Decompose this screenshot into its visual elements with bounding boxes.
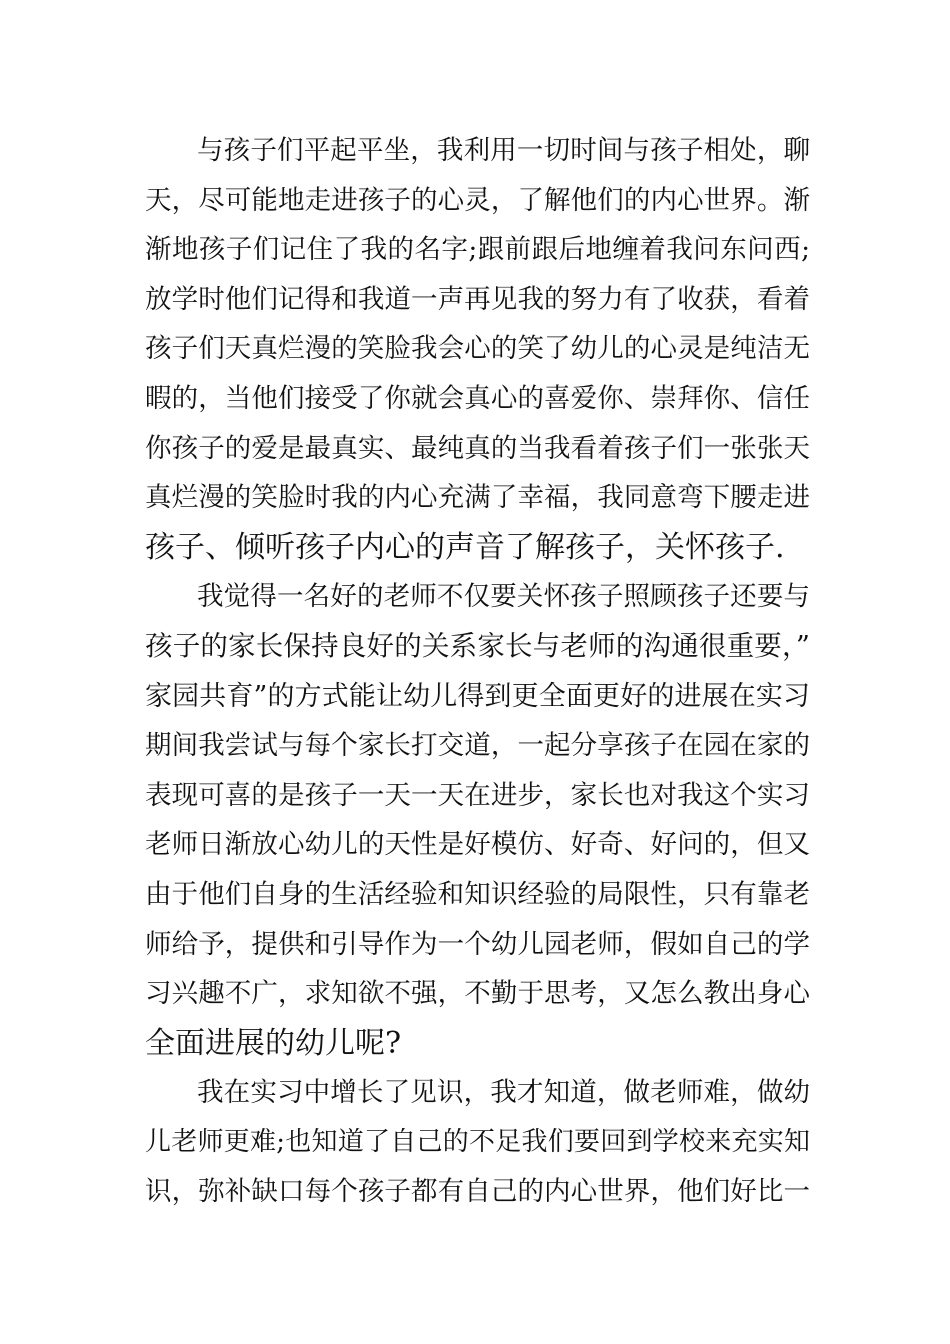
text-line: 与孩子们平起平坐，我利用一切时间与孩子相处，聊 <box>197 135 810 166</box>
text-line: 你孩子的爱是最真实、最纯真的当我看着孩子们一张张天 <box>145 432 810 464</box>
text-line: 老师日渐放心幼儿的天性是好模仿、好奇、好问的，但又 <box>145 829 810 861</box>
text-line: 孩子、倾听孩子内心的声音了解孩子，关怀孩子. <box>145 529 785 565</box>
text-line: 儿老师更难;也知道了自己的不足我们要回到学校来充实知 <box>145 1126 810 1157</box>
text-line: 由于他们自身的生活经验和知识经验的局限性，只有靠老 <box>145 878 810 910</box>
text-line: 暇的，当他们接受了你就会真心的喜爱你、崇拜你、信任 <box>145 382 810 414</box>
text-line: 放学时他们记得和我道一声再见我的努力有了收获，看着 <box>145 283 810 315</box>
text-line: 期间我尝试与每个家长打交道，一起分享孩子在园在家的 <box>145 730 810 762</box>
text-line: 真烂漫的笑脸时我的内心充满了幸福，我同意弯下腰走进 <box>145 482 810 514</box>
text-line: 家园共育”的方式能让幼儿得到更全面更好的进展在实习 <box>145 680 810 712</box>
text-line: 天，尽可能地走进孩子的心灵，了解他们的内心世界。渐 <box>145 184 810 216</box>
text-line: 全面进展的幼儿呢? <box>145 1025 402 1061</box>
body-text <box>145 126 810 1217</box>
text-line: 表现可喜的是孩子一天一天在进步，家长也对我这个实习 <box>145 779 810 811</box>
text-line: 渐地孩子们记住了我的名字;跟前跟后地缠着我问东问西; <box>145 234 810 266</box>
text-line: 我觉得一名好的老师不仅要关怀孩子照顾孩子还要与 <box>197 581 810 613</box>
text-line: 我在实习中增长了见识，我才知道，做老师难，做幼 <box>197 1077 810 1109</box>
text-line: 习兴趣不广，求知欲不强，不勤于思考，又怎么教出身心 <box>145 978 810 1010</box>
text-line: 孩子的家长保持良好的关系家长与老师的沟通很重要，” <box>145 629 810 662</box>
text-line: 孩子们天真烂漫的笑脸我会心的笑了幼儿的心灵是纯洁无 <box>145 333 810 365</box>
text-line: 师给予，提供和引导作为一个幼儿园老师，假如自己的学 <box>145 928 810 960</box>
text-line: 识，弥补缺口每个孩子都有自己的内心世界，他们好比一 <box>145 1176 810 1208</box>
